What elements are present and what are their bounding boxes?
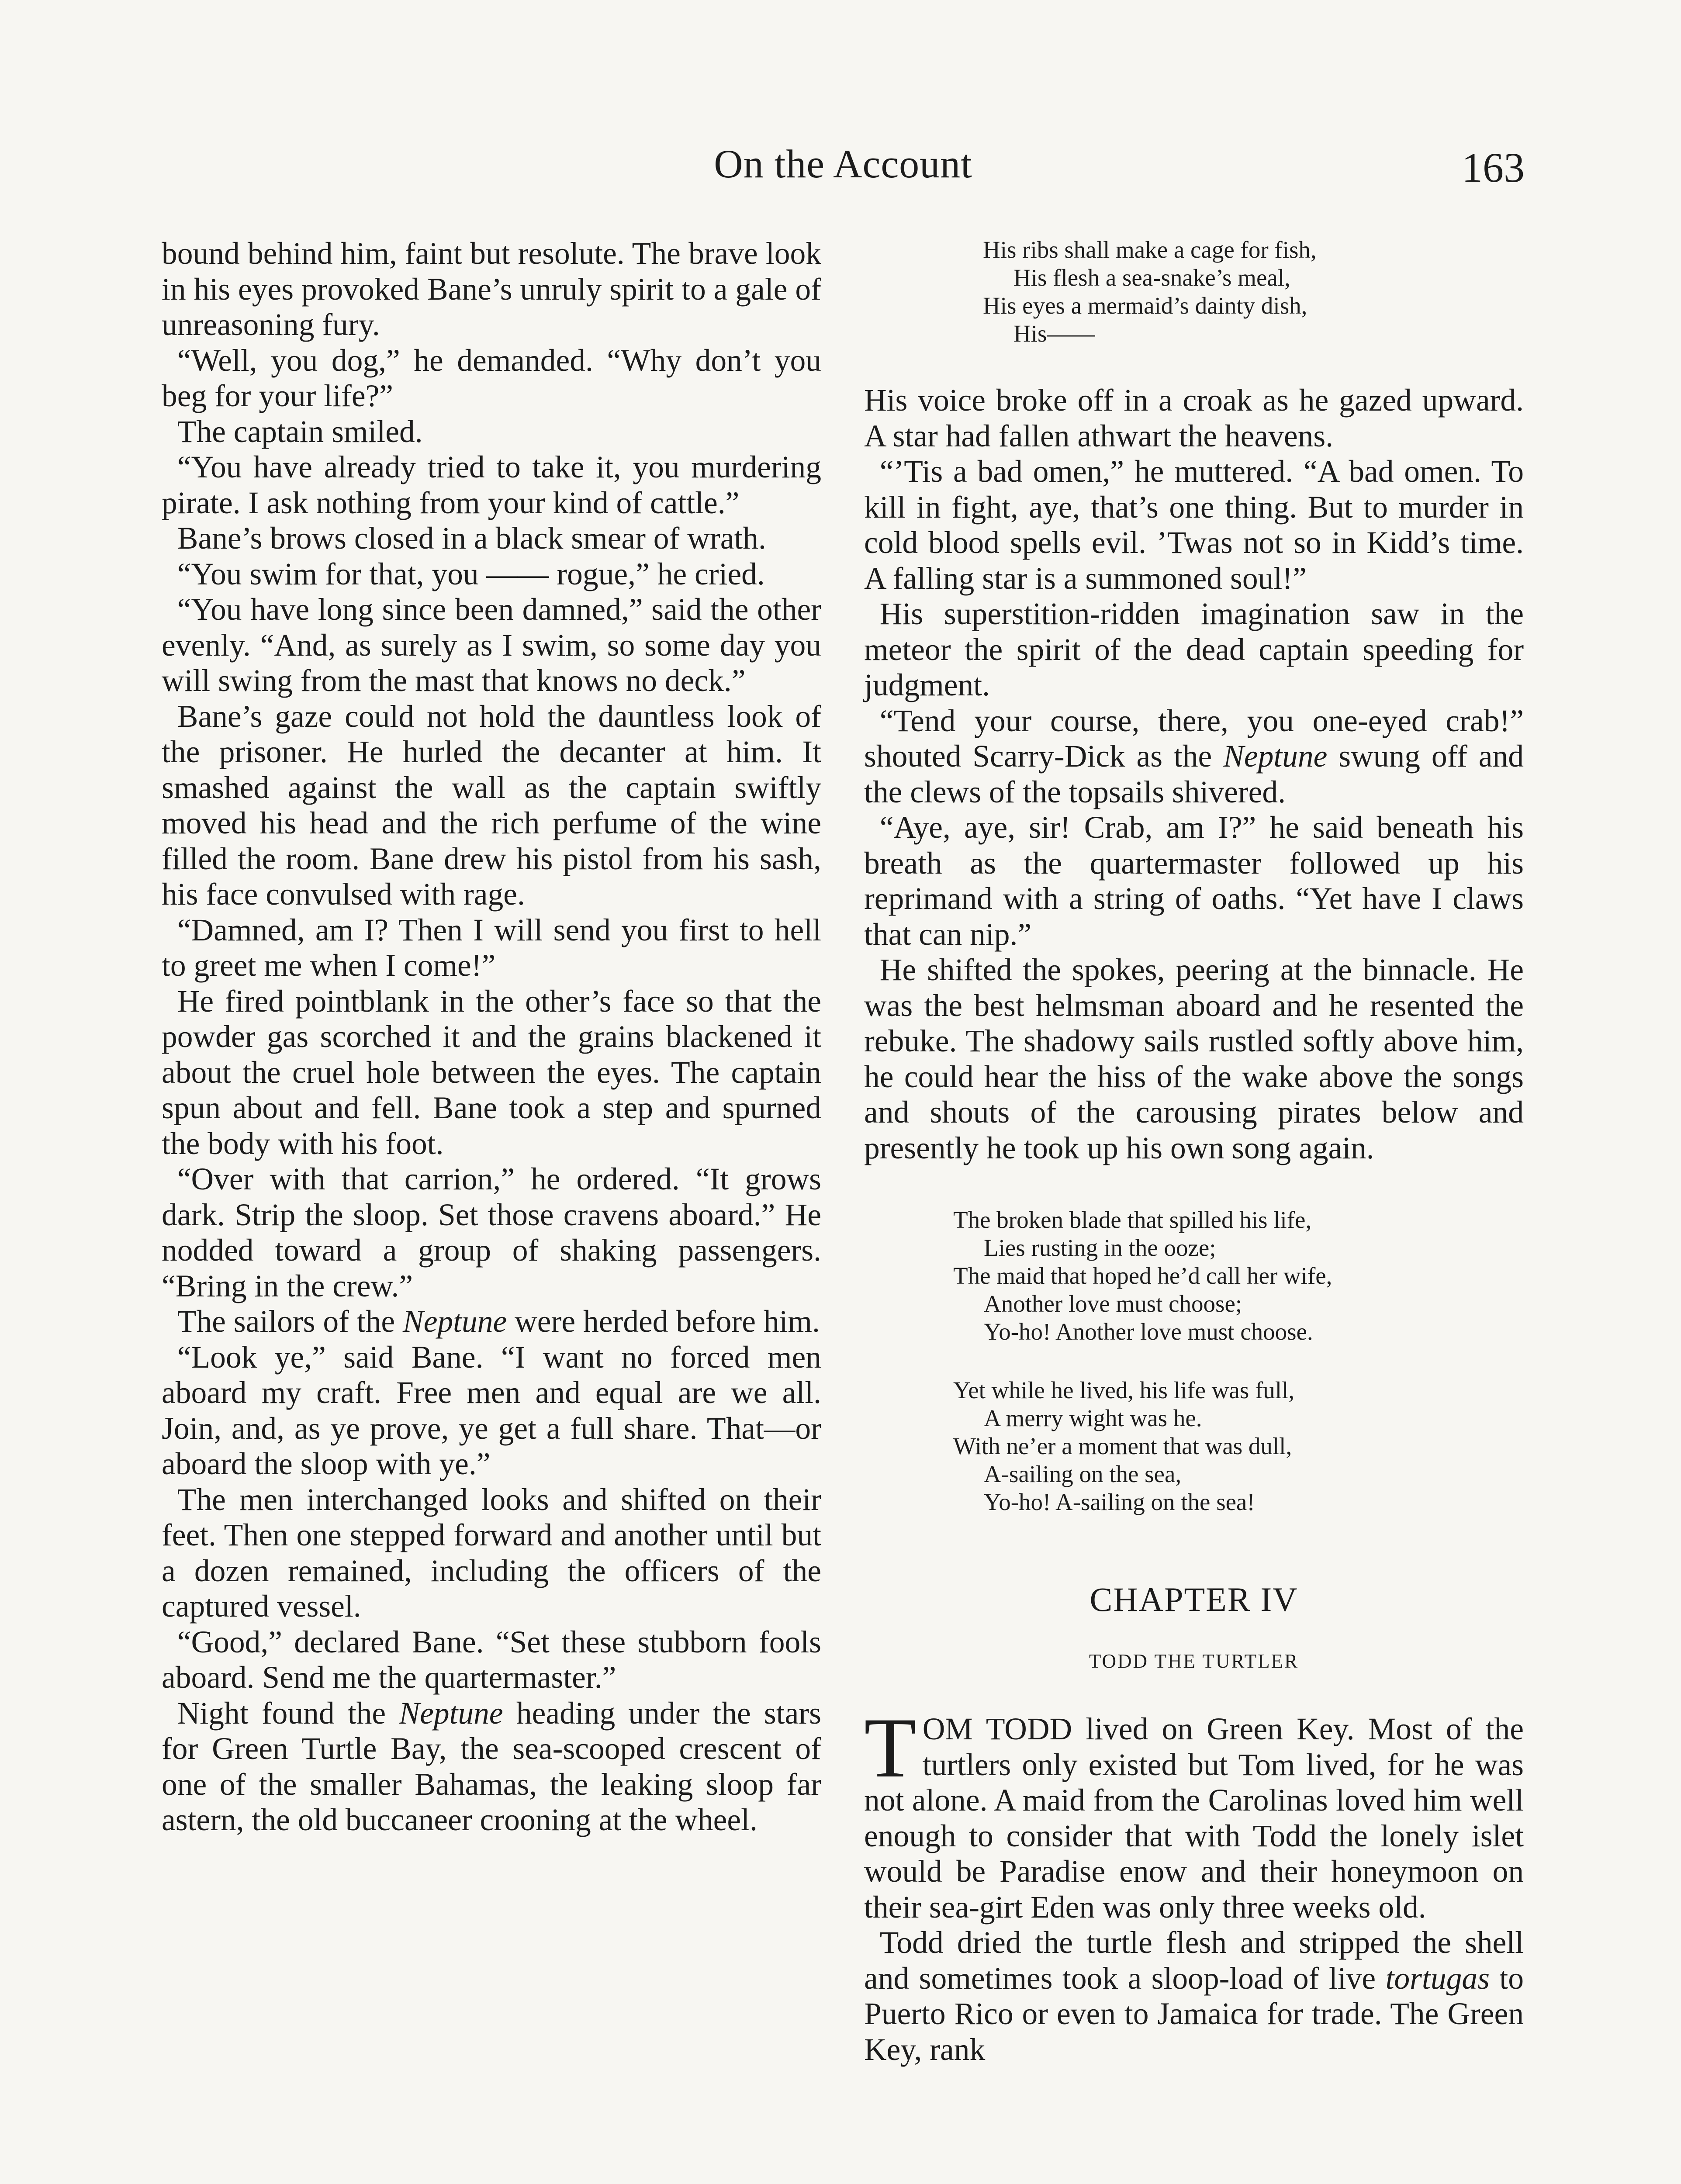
drop-cap: T: [864, 1700, 917, 1795]
verse-line: His ribs shall make a cage for fish,: [983, 236, 1317, 263]
paragraph: “’Tis a bad omen,” he muttered. “A bad omen. To kill in fight, aye, that’s one thing. But to murder in cold blood spells evil. ’Twas not so in Kidd’s time. A falling star is a summoned soul!”: [864, 454, 1524, 596]
left-column: [162, 236, 821, 1838]
text-run: Todd dried the turtle flesh and stripped the shell and sometimes took a sloop-load of live: [864, 1925, 1524, 1996]
paragraph: [162, 1304, 821, 1340]
text-run: heading under the stars for Green Turtle Bay, the sea-scooped crescent of one of the smaller Bahamas, the leaking sloop far astern, the old buccaneer crooning at the wheel.: [162, 1696, 821, 1837]
text-run: The sailors of the: [177, 1304, 403, 1339]
paragraph: “Over with that carrion,” he ordered. “It grows dark. Strip the sloop. Set those cravens aboard.” He nodded toward a group of shaking passengers. “Bring in the crew.”: [162, 1162, 821, 1303]
verse-line: His——: [1013, 320, 1095, 347]
paragraph: His voice broke off in a croak as he gazed upward. A star had fallen athwart the heavens.: [864, 383, 1524, 453]
stanza: [953, 1376, 1524, 1516]
paragraph: “You swim for that, you —— rogue,” he cried.: [177, 556, 765, 591]
verse-line: Yo-ho! A-sailing on the sea!: [984, 1489, 1255, 1515]
stanza: [953, 1206, 1524, 1346]
chapter-heading: CHAPTER IV: [1090, 1580, 1298, 1618]
paragraph: [864, 1700, 1524, 1925]
paragraph: [864, 1925, 1524, 2067]
ship-name: Neptune: [403, 1304, 507, 1339]
song-verse: [953, 1206, 1524, 1516]
paragraph: “You have long since been damned,” said the other evenly. “And, as surely as I swim, so some day you will swing from the mast that knows no deck.”: [162, 592, 821, 698]
right-column: [864, 236, 1524, 2067]
paragraph: The captain smiled.: [177, 414, 423, 449]
text-run: were herded before him.: [507, 1304, 820, 1339]
verse-line: The broken blade that spilled his life,: [953, 1206, 1312, 1233]
paragraph: “Aye, aye, sir! Crab, am I?” he said beneath his breath as the quartermaster followed up his reprimand with a string of oaths. “Yet have I claws that can nip.”: [864, 810, 1524, 952]
verse-block: [983, 236, 1524, 348]
italic-word: tortugas: [1385, 1961, 1490, 1996]
verse-line: His eyes a mermaid’s dainty dish,: [983, 292, 1307, 319]
verse-line: His flesh a sea-snake’s meal,: [1013, 264, 1290, 291]
verse-line: Lies rusting in the ooze;: [984, 1234, 1216, 1261]
paragraph: The men interchanged looks and shifted on their feet. Then one stepped forward and another until but a dozen remained, including the officers of the captured vessel.: [162, 1482, 821, 1624]
paragraph: [864, 703, 1524, 810]
paragraph: He shifted the spokes, peering at the binnacle. He was the best helmsman aboard and he resented the rebuke. The shadowy sails rustled softly above him, he could hear the hiss of the wake above the songs and shouts of the carousing pirates below and presently he took up his own song again.: [864, 953, 1524, 1165]
text-run: lived on Green Key. Most of the turtlers only existed but Tom lived, for he was not alone. A maid from the Carolinas loved him well enough to consider that with Todd the lonely islet would be Paradise enow and their honeymoon on their sea-girt Eden was only three weeks old.: [864, 1712, 1524, 1925]
paragraph: bound behind him, faint but resolute. The brave look in his eyes provoked Bane’s unruly spirit to a gale of unreasoning fury.: [162, 236, 821, 342]
verse-line: Another love must choose;: [984, 1290, 1242, 1317]
text-run: to Puerto Rico or even to Jamaica for trade. The Green Key, rank: [864, 1961, 1524, 2067]
running-title: On the Account: [714, 142, 972, 186]
paragraph: “You have already tried to take it, you murdering pirate. I ask nothing from your kind of cattle.”: [162, 450, 821, 520]
ship-name: Neptune: [1223, 739, 1328, 774]
paragraph: “Good,” declared Bane. “Set these stubborn fools aboard. Send me the quartermaster.”: [162, 1624, 821, 1695]
text-run: swung off and the clews of the topsails shivered.: [864, 739, 1524, 809]
verse-line: The maid that hoped he’d call her wife,: [953, 1262, 1332, 1289]
verse-line: A merry wight was he.: [984, 1405, 1202, 1431]
paragraph: “Look ye,” said Bane. “I want no forced men aboard my craft. Free men and equal are we all. Join, and, as ye prove, ye get a full share. That—or aboard the sloop with ye.”: [162, 1340, 821, 1481]
verse-line: Yo-ho! Another love must choose.: [984, 1318, 1313, 1345]
paragraph: Bane’s gaze could not hold the dauntless look of the prisoner. He hurled the decanter at him. It smashed against the wall as the captain swiftly moved his head and the rich perfume of the wine filled the room. Bane drew his pistol from his sash, his face convulsed with rage.: [162, 699, 821, 912]
page-header: [162, 141, 1525, 206]
verse-line: With ne’er a moment that was dull,: [953, 1433, 1292, 1459]
paragraph: “Damned, am I? Then I will send you first to hell to greet me when I come!”: [162, 912, 821, 983]
page-number: 163: [1462, 144, 1525, 191]
chapter-subtitle: TODD THE TURTLER: [1089, 1650, 1299, 1672]
small-caps-run: OM TODD: [922, 1712, 1072, 1746]
paragraph: “Well, you dog,” he demanded. “Why don’t you beg for your life?”: [162, 343, 821, 413]
paragraph: Bane’s brows closed in a black smear of wrath.: [177, 521, 766, 556]
text-run: Night found the: [177, 1696, 399, 1731]
paragraph: He fired pointblank in the other’s face so that the powder gas scorched it and the grains blackened it about the cruel hole between the eyes. The captain spun about and fell. Bane took a step and spurned the body with his foot.: [162, 984, 821, 1161]
ship-name: Neptune: [399, 1696, 503, 1731]
paragraph: [162, 1696, 821, 1838]
verse-line: A-sailing on the sea,: [984, 1461, 1182, 1487]
text-run: “Tend your course, there, you one-eyed crab!” shouted Scarry-Dick as the: [864, 703, 1524, 774]
paragraph: His superstition-ridden imagination saw in the meteor the spirit of the dead captain speeding for judgment.: [864, 597, 1524, 702]
verse-line: Yet while he lived, his life was full,: [953, 1377, 1295, 1403]
